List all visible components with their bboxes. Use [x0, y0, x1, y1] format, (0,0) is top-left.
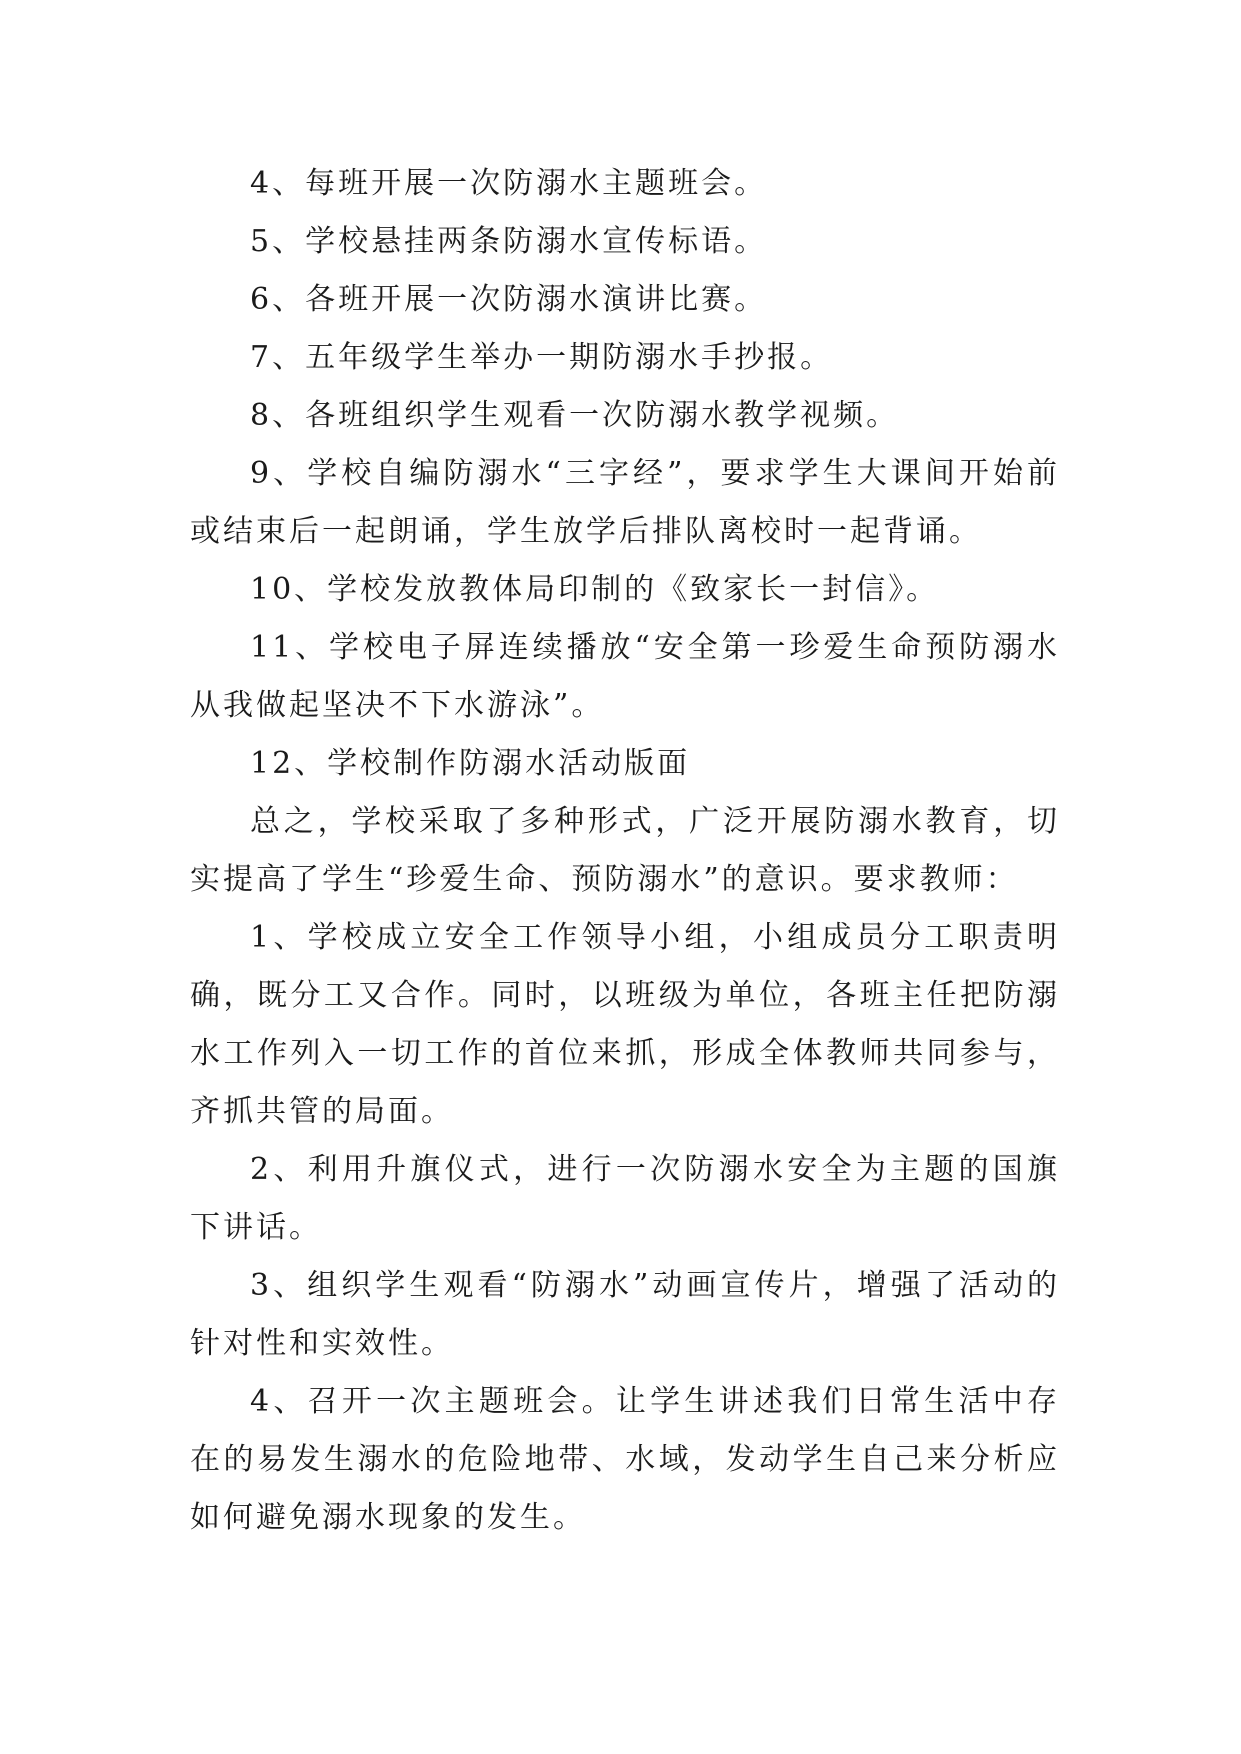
paragraph-item-9-three-character-classic: 9、学校自编防溺水“三字经”，要求学生大课间开始前或结束后一起朗诵，学生放学后排队离校时一起背诵。	[190, 456, 1060, 549]
paragraph-item-10-letter-to-parents: 10、学校发放教体局印制的《致家长一封信》。	[250, 572, 940, 607]
document-body	[190, 155, 1060, 1547]
paragraph-requirement-2: 2、利用升旗仪式，进行一次防溺水安全为主题的国旗下讲话。	[190, 1152, 1060, 1245]
paragraph-requirement-1: 1、学校成立安全工作领导小组，小组成员分工职责明确，既分工又合作。同时，以班级为单位，各班主任把防溺水工作列入一切工作的首位来抓，形成全体教师共同参与，齐抓共管的局面。	[190, 920, 1060, 1129]
paragraph-item-11-electronic-screen: 11、学校电子屏连续播放“安全第一珍爱生命预防溺水从我做起坚决不下水游泳”。	[190, 630, 1060, 723]
paragraph-item-5-slogans: 5、学校悬挂两条防溺水宣传标语。	[250, 224, 768, 259]
paragraph-item-6-speech-contest: 6、各班开展一次防溺水演讲比赛。	[250, 282, 768, 317]
paragraph-item-7-handwritten-newspaper: 7、五年级学生举办一期防溺水手抄报。	[250, 340, 834, 375]
paragraph-requirement-4: 4、召开一次主题班会。让学生讲述我们日常生活中存在的易发生溺水的危险地带、水域，发动学生自己来分析应如何避免溺水现象的发生。	[190, 1384, 1060, 1535]
paragraph-requirement-3: 3、组织学生观看“防溺水”动画宣传片，增强了活动的针对性和实效性。	[190, 1268, 1060, 1361]
paragraph-summary: 总之，学校采取了多种形式，广泛开展防溺水教育，切实提高了学生“珍爱生命、预防溺水”的意识。要求教师：	[190, 804, 1060, 897]
paragraph-item-8-video: 8、各班组织学生观看一次防溺水教学视频。	[250, 398, 900, 433]
paragraph-item-4-class-meeting: 4、每班开展一次防溺水主题班会。	[250, 166, 768, 201]
paragraph-item-12-display-boards: 12、学校制作防溺水活动版面	[250, 746, 691, 781]
